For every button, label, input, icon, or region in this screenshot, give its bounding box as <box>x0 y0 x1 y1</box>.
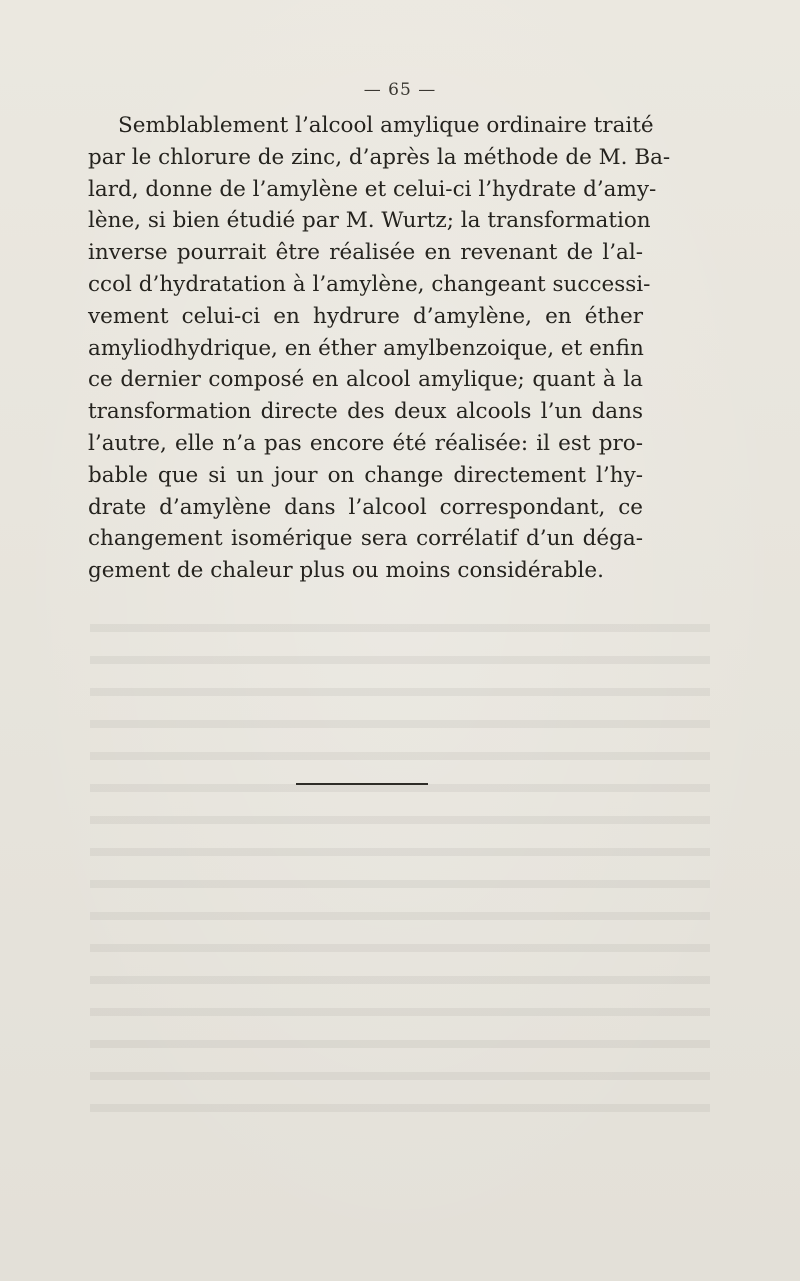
text-line: par le chlorure de zinc, d’après la méthode de M. Ba- <box>88 144 671 170</box>
text-line: bable que si un jour on change directement l’hy- <box>88 462 643 488</box>
text-line: ccol d’hydratation à l’amylène, changeant successi- <box>88 271 651 297</box>
text-line: changement isomérique sera corrélatif d’un déga- <box>88 526 643 552</box>
text-line: l’autre, elle n’a pas encore été réalisée: il est pro- <box>88 430 643 456</box>
text-line: ce dernier composé en alcool amylique; quant à la <box>88 367 643 393</box>
text-line: gement de chaleur plus ou moins considérable. <box>88 558 604 584</box>
text-line: amyliodhydrique, en éther amylbenzoique, et enfin <box>88 335 644 361</box>
text-line: inverse pourrait être réalisée en revenant de l’al- <box>88 240 643 266</box>
section-divider-rule <box>296 783 428 785</box>
text-line: Semblablement l’alcool amylique ordinaire traité <box>118 113 654 138</box>
text-line: drate d’amylène dans l’alcool correspondant, ce <box>88 494 643 520</box>
text-line: lène, si bien étudié par M. Wurtz; la transformation <box>88 208 651 234</box>
bleed-through-texture <box>90 610 710 1130</box>
text-line: transformation directe des deux alcools l’un dans <box>88 399 643 425</box>
body-paragraph <box>88 110 671 587</box>
text-line: lard, donne de l’amylène et celui-ci l’hydrate d’amy- <box>88 176 657 202</box>
page-number: — 65 — <box>363 80 437 100</box>
text-line: vement celui-ci en hydrure d’amylène, en éther <box>88 303 643 329</box>
